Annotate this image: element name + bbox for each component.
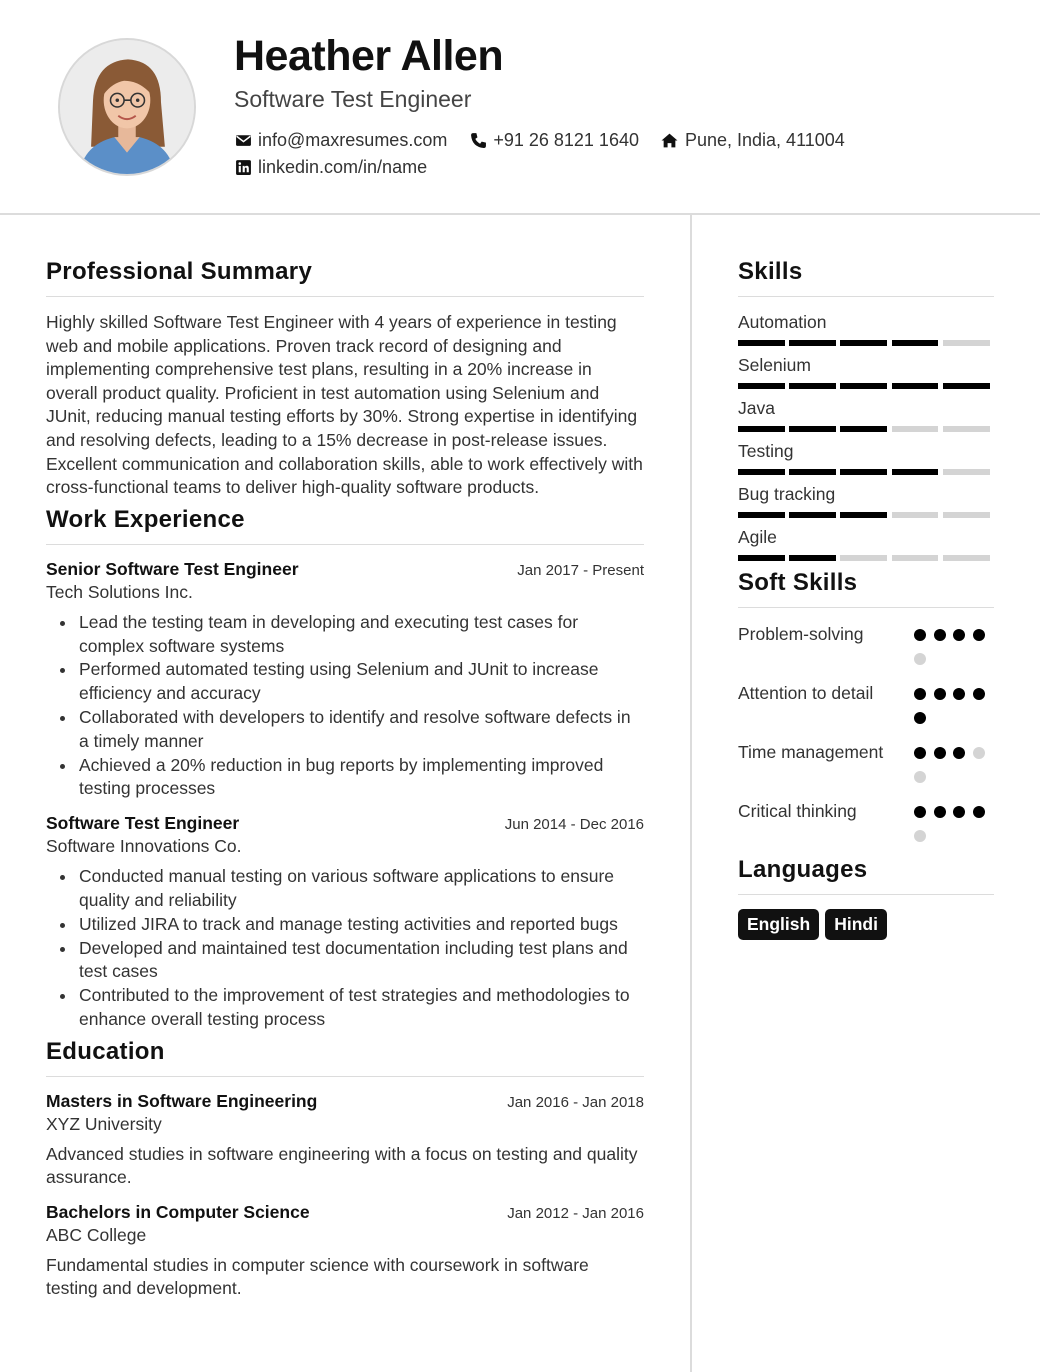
skill-level-segment	[892, 555, 939, 561]
skill-item	[738, 483, 994, 518]
rating-dot	[953, 747, 965, 759]
job-entry	[46, 559, 644, 801]
education-title: Education	[46, 1038, 644, 1077]
rating-dot	[914, 747, 926, 759]
skill-item	[738, 526, 994, 561]
side-column	[738, 258, 994, 940]
avatar-illustration	[60, 40, 194, 174]
rating-dot	[914, 629, 926, 641]
home-icon	[661, 132, 679, 150]
contact-row-2	[234, 157, 449, 178]
rating-dot	[914, 653, 926, 665]
skill-level-segment	[789, 340, 836, 346]
job-bullets	[46, 865, 644, 1032]
education-header	[46, 1202, 644, 1223]
skill-level-segment	[789, 383, 836, 389]
skill-level-segment	[738, 383, 785, 389]
degree-title: Masters in Software Engineering	[46, 1090, 318, 1111]
skill-level-segment	[943, 512, 990, 518]
skill-level-segment	[738, 555, 785, 561]
skill-level-segment	[789, 512, 836, 518]
bullet-item: Conducted manual testing on various software applications to ensure quality and reliability	[46, 865, 644, 913]
rating-dot	[953, 806, 965, 818]
skill-level-bar	[738, 555, 994, 561]
job-header	[46, 813, 644, 834]
soft-skill-name: Problem-solving	[738, 624, 864, 644]
rating-dot	[934, 747, 946, 759]
rating-dot	[973, 747, 985, 759]
education-desc: Advanced studies in software engineering with a focus on testing and quality assurance.	[46, 1143, 638, 1188]
summary-title: Professional Summary	[46, 258, 644, 297]
experience-section	[46, 506, 644, 1032]
column-divider	[690, 215, 692, 1372]
skill-level-segment	[840, 340, 887, 346]
rating-dot	[973, 688, 985, 700]
rating-dot	[934, 688, 946, 700]
contact-email[interactable]	[234, 130, 447, 151]
skill-item	[738, 311, 994, 346]
envelope-icon	[234, 132, 252, 150]
rating-dot	[973, 629, 985, 641]
job-header	[46, 559, 644, 580]
soft-skill-rating	[914, 622, 994, 677]
rating-dot	[934, 629, 946, 641]
soft-skill-name: Time management	[738, 742, 884, 762]
education-entry	[46, 1202, 644, 1301]
skill-level-segment	[892, 469, 939, 475]
soft-skill-item	[738, 622, 994, 677]
location-text: Pune, India, 411004	[684, 130, 845, 150]
soft-skill-name: Critical thinking	[738, 801, 857, 821]
job-company: Software Innovations Co.	[46, 836, 242, 857]
bullet-item: Achieved a 20% reduction in bug reports by implementing improved testing processes	[46, 754, 644, 802]
education-entry	[46, 1091, 644, 1190]
skill-name: Selenium	[738, 355, 811, 375]
skill-name: Agile	[738, 527, 777, 547]
contact-phone[interactable]	[469, 130, 639, 151]
job-title: Senior Software Test Engineer	[46, 558, 299, 579]
language-badge: English	[738, 909, 819, 940]
contact-linkedin[interactable]	[234, 157, 427, 178]
bullet-item: Developed and maintained test documentation including test plans and test cases	[46, 937, 644, 985]
skill-level-segment	[738, 340, 785, 346]
job-bullets	[46, 611, 644, 801]
main-column	[46, 258, 644, 1301]
skill-level-segment	[943, 383, 990, 389]
skill-level-segment	[738, 469, 785, 475]
skill-name: Bug tracking	[738, 484, 836, 504]
rating-dot	[953, 629, 965, 641]
bullet-item: Contributed to the improvement of test strategies and methodologies to enhance overall testing process	[46, 984, 644, 1032]
candidate-role: Software Test Engineer	[234, 86, 472, 112]
degree-title: Bachelors in Computer Science	[46, 1201, 310, 1222]
skill-name: Java	[738, 398, 775, 418]
languages-title: Languages	[738, 856, 994, 895]
skill-level-segment	[789, 469, 836, 475]
candidate-name: Heather Allen	[234, 32, 504, 80]
linkedin-text[interactable]: linkedin.com/in/name	[258, 157, 428, 177]
school-name: XYZ University	[46, 1113, 162, 1134]
summary-section	[46, 258, 644, 500]
skill-level-segment	[892, 512, 939, 518]
job-date: Jun 2014 - Dec 2016	[504, 816, 644, 834]
rating-dot	[934, 806, 946, 818]
bullet-item: Collaborated with developers to identify and resolve software defects in a timely manner	[46, 706, 644, 754]
education-desc: Fundamental studies in computer science with coursework in software testing and development.	[46, 1254, 589, 1299]
soft-skill-item	[738, 681, 994, 736]
soft-skills-list	[738, 622, 994, 854]
skill-level-bar	[738, 383, 994, 389]
skill-level-segment	[789, 555, 836, 561]
linkedin-icon	[234, 159, 252, 177]
soft-skill-rating	[914, 681, 994, 736]
contact-row	[234, 130, 867, 151]
job-entry	[46, 813, 644, 1032]
skill-level-segment	[789, 426, 836, 432]
resume-header	[0, 0, 1040, 215]
skill-level-bar	[738, 469, 994, 475]
skill-level-segment	[892, 340, 939, 346]
skill-level-segment	[943, 340, 990, 346]
skill-level-segment	[840, 383, 887, 389]
skill-level-segment	[840, 512, 887, 518]
skill-level-bar	[738, 340, 994, 346]
bullet-item: Lead the testing team in developing and executing test cases for complex software systems	[46, 611, 644, 659]
rating-dot	[914, 771, 926, 783]
soft-skill-item	[738, 740, 994, 795]
profile-photo	[58, 38, 196, 176]
languages-section	[738, 856, 994, 940]
skill-level-segment	[943, 469, 990, 475]
rating-dot	[914, 688, 926, 700]
job-date: Jan 2017 - Present	[517, 561, 644, 579]
skill-level-segment	[892, 383, 939, 389]
skill-name: Testing	[738, 441, 794, 461]
job-title: Software Test Engineer	[46, 813, 240, 834]
skill-level-segment	[840, 555, 887, 561]
rating-dot	[914, 830, 926, 842]
skill-item	[738, 354, 994, 389]
skill-level-segment	[943, 426, 990, 432]
soft-skills-title: Soft Skills	[738, 569, 994, 608]
education-date: Jan 2016 - Jan 2018	[507, 1093, 644, 1111]
soft-skill-item	[738, 799, 994, 854]
skills-list	[738, 311, 994, 561]
education-header	[46, 1091, 644, 1112]
rating-dot	[914, 806, 926, 818]
email-text[interactable]: info@maxresumes.com	[258, 130, 448, 150]
experience-title: Work Experience	[46, 506, 644, 545]
skills-section	[738, 258, 994, 561]
languages-list	[738, 909, 994, 940]
education-section	[46, 1038, 644, 1301]
skills-title: Skills	[738, 258, 994, 297]
soft-skills-section	[738, 569, 994, 854]
rating-dot	[973, 806, 985, 818]
skill-level-bar	[738, 512, 994, 518]
skill-level-segment	[840, 426, 887, 432]
job-company: Tech Solutions Inc.	[46, 581, 193, 602]
bullet-item: Utilized JIRA to track and manage testing activities and reported bugs	[46, 913, 644, 937]
skill-item	[738, 440, 994, 475]
phone-text[interactable]: +91 26 8121 1640	[493, 130, 639, 150]
summary-text: Highly skilled Software Test Engineer with 4 years of experience in testing web and mobile applications. Proven track record of designing and implementing comprehensive test plans, resulting in a 20% increase in overall product quality. Proficient in test automation using Selenium and JUnit, reducing manual testing efforts by 30%. Strong expertise in identifying and resolving defects, leading to a 15% decrease in post-release issues. Excellent communication and collaboration skills, able to work effectively with cross-functional teams to deliver high-quality software products.	[46, 312, 643, 498]
rating-dot	[914, 712, 926, 724]
contact-location	[661, 130, 845, 151]
skill-item	[738, 397, 994, 432]
rating-dot	[953, 688, 965, 700]
skill-level-segment	[943, 555, 990, 561]
skill-name: Automation	[738, 312, 827, 332]
bullet-item: Performed automated testing using Selenium and JUnit to increase efficiency and accuracy	[46, 658, 644, 706]
education-date: Jan 2012 - Jan 2016	[507, 1204, 644, 1222]
skill-level-segment	[840, 469, 887, 475]
soft-skill-rating	[914, 799, 994, 854]
skill-level-segment	[892, 426, 939, 432]
language-badge: Hindi	[825, 909, 887, 940]
skill-level-segment	[738, 426, 785, 432]
skill-level-segment	[738, 512, 785, 518]
skill-level-bar	[738, 426, 994, 432]
soft-skill-rating	[914, 740, 994, 795]
school-name: ABC College	[46, 1224, 147, 1245]
phone-icon	[469, 132, 487, 150]
soft-skill-name: Attention to detail	[738, 683, 874, 703]
